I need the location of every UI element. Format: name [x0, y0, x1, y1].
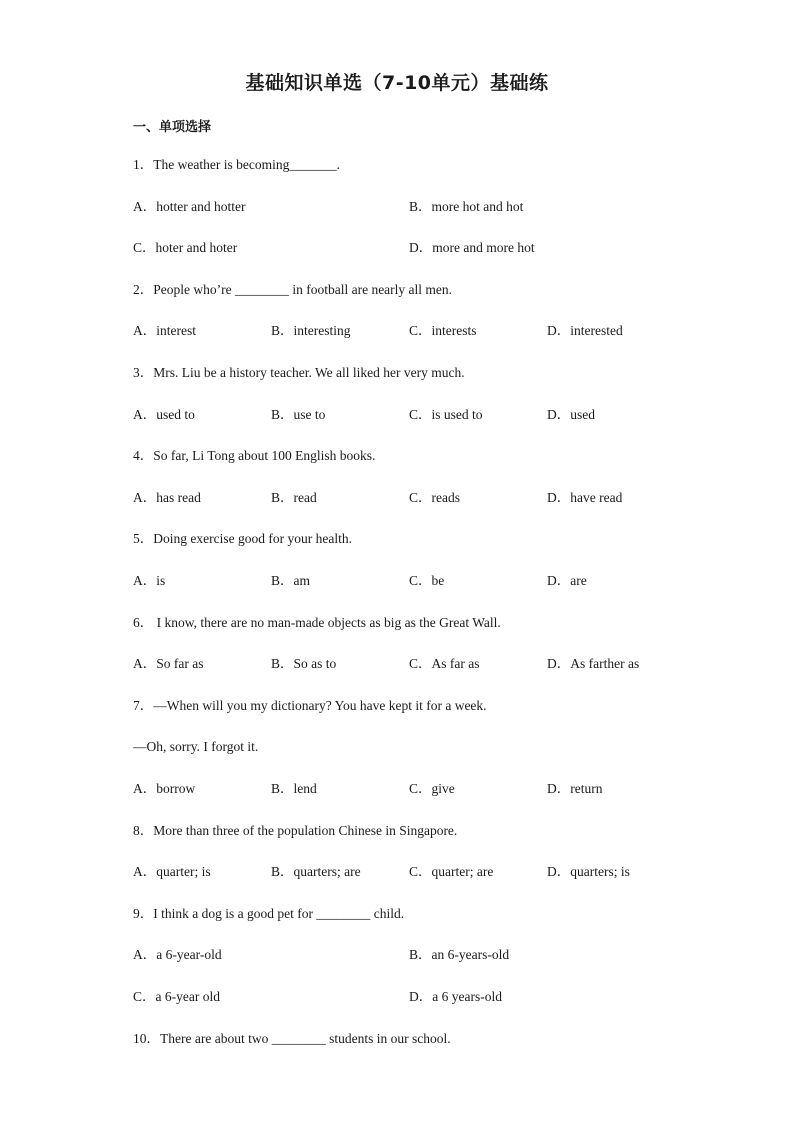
question-9-option-c[interactable]: C．a 6-year old [133, 989, 220, 1004]
question-5-option-d[interactable]: D．are [547, 573, 587, 588]
section-heading: 一、单项选择 [133, 120, 212, 135]
question-2-option-b[interactable]: B．interesting [271, 323, 351, 338]
question-5-options [133, 573, 733, 589]
question-4-option-c[interactable]: C．reads [409, 490, 460, 505]
question-7-option-a[interactable]: A．borrow [133, 781, 196, 796]
question-8-option-c[interactable]: C．quarter; are [409, 864, 494, 879]
question-6-options [133, 656, 733, 672]
question-1-options-row-1 [133, 199, 733, 215]
question-10-stem: 10．There are about two ________ students in our school. [133, 1031, 451, 1046]
page-title: 基础知识单选（7-10单元）基础练 [245, 72, 549, 94]
question-7-stem-reply: —Oh, sorry. I forgot it. [133, 739, 259, 754]
question-3-option-a[interactable]: A．used to [133, 407, 195, 422]
question-7-stem: 7．—When will you my dictionary? You have kept it for a week. [133, 698, 487, 713]
question-5-option-a[interactable]: A．is [133, 573, 166, 588]
question-3-options [133, 407, 733, 423]
question-5-option-b[interactable]: B．am [271, 573, 310, 588]
question-2-option-a[interactable]: A．interest [133, 323, 196, 338]
question-8-options [133, 864, 733, 880]
question-1-option-a[interactable]: A．hotter and hotter [133, 199, 246, 214]
question-8-option-a[interactable]: A．quarter; is [133, 864, 211, 879]
question-9-options-row-1 [133, 947, 733, 963]
question-7-option-b[interactable]: B．lend [271, 781, 317, 796]
question-4-option-d[interactable]: D．have read [547, 490, 623, 505]
question-9-option-b[interactable]: B．an 6-years-old [409, 947, 510, 962]
question-8-option-b[interactable]: B．quarters; are [271, 864, 361, 879]
question-9-stem: 9．I think a dog is a good pet for ________ child. [133, 906, 405, 921]
question-8-stem: 8．More than three of the population Chinese in Singapore. [133, 823, 458, 838]
question-4-options [133, 490, 733, 506]
question-1-options-row-2 [133, 240, 733, 256]
question-6-option-b[interactable]: B．So as to [271, 656, 337, 671]
question-2-options [133, 323, 733, 339]
question-6-option-d[interactable]: D．As farther as [547, 656, 640, 671]
question-7-option-d[interactable]: D．return [547, 781, 603, 796]
question-1-stem: 1．The weather is becoming_______. [133, 157, 340, 172]
question-5-stem: 5．Doing exercise good for your health. [133, 531, 352, 546]
question-1-option-c[interactable]: C．hoter and hoter [133, 240, 238, 255]
question-2-stem: 2．People who’re ________ in football are nearly all men. [133, 282, 453, 297]
question-9-options-row-2 [133, 989, 733, 1005]
question-9-option-a[interactable]: A．a 6-year-old [133, 947, 222, 962]
question-8-option-d[interactable]: D．quarters; is [547, 864, 630, 879]
question-2-option-c[interactable]: C．interests [409, 323, 477, 338]
question-7-options [133, 781, 733, 797]
question-4-stem: 4．So far, Li Tong about 100 English books. [133, 448, 376, 463]
question-3-option-d[interactable]: D．used [547, 407, 595, 422]
question-4-option-a[interactable]: A．has read [133, 490, 201, 505]
question-6-option-c[interactable]: C．As far as [409, 656, 480, 671]
question-9-option-d[interactable]: D．a 6 years-old [409, 989, 502, 1004]
question-1-option-b[interactable]: B．more hot and hot [409, 199, 524, 214]
question-6-stem: 6． I know, there are no man-made objects as big as the Great Wall. [133, 615, 501, 630]
question-1-option-d[interactable]: D．more and more hot [409, 240, 535, 255]
question-3-option-c[interactable]: C．is used to [409, 407, 483, 422]
question-5-option-c[interactable]: C．be [409, 573, 445, 588]
question-3-stem: 3．Mrs. Liu be a history teacher. We all liked her very much. [133, 365, 465, 380]
question-6-option-a[interactable]: A．So far as [133, 656, 204, 671]
question-7-option-c[interactable]: C．give [409, 781, 455, 796]
question-3-option-b[interactable]: B．use to [271, 407, 326, 422]
question-4-option-b[interactable]: B．read [271, 490, 317, 505]
question-2-option-d[interactable]: D．interested [547, 323, 623, 338]
